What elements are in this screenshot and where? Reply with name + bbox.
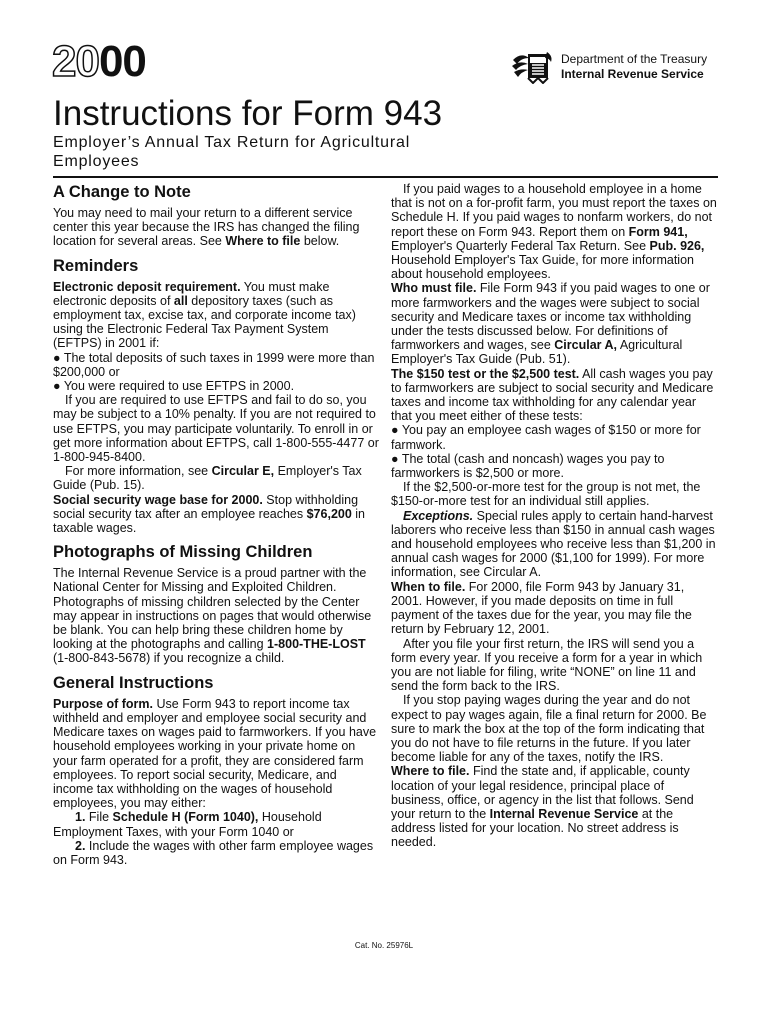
after-paragraph: After you file your first return, the IRS will send you a form every year. If you receive a form for a year in which you are not liable for filing, write “NONE” on line 11 and send the form back to the IRS. xyxy=(391,636,703,694)
general-heading: General Instructions xyxy=(53,673,214,692)
where-text: Find the state and, if applicable, county location of your legal residence, principal place of business, office, or agency in the list that follows. Send your return to the xyxy=(391,764,694,821)
stop-paragraph: If you stop paying wages during the year and do not expect to pay wages again, file a final return for 2000. Be sure to mark the box at the top of the form indicating that you do not have to file returns in the future. If you later become liable for any of the taxes, notify the IRS. xyxy=(391,693,707,765)
test-not-met-paragraph: If the $2,500-or-more test for the group is not met, the $150-or-more test for an individual still applies. xyxy=(391,480,701,509)
schedule-h-ref: Schedule H (Form 1040), xyxy=(112,810,259,825)
more-info-text: For more information, see xyxy=(65,464,212,479)
exceptions-text: Special rules apply to certain hand-harvest laborers who receive less than $150 in annual cash wages and household employees who receive less than $1,200 in annual cash wages for 2000 ($1,100 for 1999). For more information, see Circular A. xyxy=(391,508,716,580)
photos-heading: Photographs of Missing Children xyxy=(53,543,313,562)
household-paragraph xyxy=(391,182,718,281)
department-name: Department of the Treasury xyxy=(561,52,708,66)
bullet-icon: ● xyxy=(391,423,402,438)
bullet-text: You pay an employee cash wages of $150 or more for farmwork. xyxy=(391,423,701,452)
option-number: 2. xyxy=(75,838,86,853)
bullet-icon: ● xyxy=(391,451,402,466)
form-year xyxy=(52,37,146,86)
where-to-file-ref: Where to file xyxy=(225,234,301,249)
change-heading: A Change to Note xyxy=(53,183,191,201)
who-text: File Form 943 if you paid wages to one or more farmworkers and the wages were subject to social security and Medicare taxes or income tax withholding under the tests discussed below. For definitions of farmworkers and wages, see xyxy=(391,281,710,353)
household-text-mid: Employer's Quarterly Federal Tax Return. See xyxy=(391,238,650,253)
more-info-text-end: Employer's Tax Guide (Pub. 15). xyxy=(53,464,362,493)
right-column xyxy=(391,182,718,850)
option-text: File xyxy=(85,810,113,825)
purpose-text: Use Form 943 to report income tax withheld and employer and employee social security and Medicare taxes on wages paid to farmworkers. If you have household employees working in your private home on your farm operated for a profit, they are considered farm employees. To report social security, Medicare, and income tax withholding on the wages of household employees, you may either: xyxy=(53,696,377,811)
catalog-number: Cat. No. 25976L xyxy=(354,941,414,950)
photos-text-end: (1-800-843-5678) if you recognize a child. xyxy=(53,651,285,666)
form-941-ref: Form 941, xyxy=(628,224,688,239)
hotline-number: 1-800-THE-LOST xyxy=(267,637,366,652)
when-paragraph xyxy=(391,580,718,637)
test-paragraph xyxy=(391,367,718,424)
household-text-end: Household Employer's Tax Guide, for more information about household employees. xyxy=(391,253,694,282)
page-subtitle: Employer’s Annual Tax Return for Agricultural Employees xyxy=(53,134,411,170)
test-bullet-2 xyxy=(391,452,718,480)
circular-a-ref: Circular A, xyxy=(554,338,618,353)
reminders-heading: Reminders xyxy=(53,256,139,275)
ss-wage-paragraph xyxy=(53,493,379,536)
ss-wage-label: Social security wage base for 2000. xyxy=(53,492,263,507)
ss-wage-text-end: in taxable wages. xyxy=(53,506,365,536)
option-number: 1. xyxy=(75,810,86,825)
option-1 xyxy=(53,810,379,838)
who-paragraph xyxy=(391,281,718,366)
circular-e-ref: Circular E, xyxy=(211,464,275,479)
irs-eagle-seal-icon xyxy=(511,50,555,84)
who-label: Who must file. xyxy=(391,281,477,296)
treasury-block xyxy=(511,50,761,86)
ss-wage-text: Stop withholding social security tax after an employee reaches xyxy=(53,492,359,521)
where-text-end: at the address listed for your location. No street address is needed. xyxy=(391,806,679,850)
change-text: You may need to mail your return to a different service center this year because the IRS has changed the filing location for several areas. See xyxy=(53,206,360,249)
penalty-paragraph: If you are required to use EFTPS and fail to do so, you may be subject to a 10% penalty. If you are not required to use EFTPS, you may participate voluntarily. To enroll in or get more information about EFTPS, call 1-800-555-4477 or 1-800-945-8400. xyxy=(53,393,379,465)
option-2 xyxy=(53,839,379,867)
option-text-end: Household Employment Taxes, with your Form 1040 or xyxy=(53,810,322,839)
left-column xyxy=(53,178,379,867)
who-text-end: Agricultural Employer's Tax Guide (Pub. 51). xyxy=(391,338,683,367)
where-paragraph xyxy=(391,764,718,849)
bullet-icon: ● xyxy=(53,379,64,394)
exceptions-label: Exceptions. xyxy=(403,508,474,523)
more-info-paragraph xyxy=(53,464,379,492)
household-text: If you paid wages to a household employee in a home that is not on a for-profit farm, you must report the taxes on Schedule H. If you paid wages to nonfarm workers, do not report these on Form 943. Report them on xyxy=(391,182,717,239)
bullet-text: The total (cash and noncash) wages you pay to farmworkers is $2,500 or more. xyxy=(391,451,665,481)
pub-926-ref: Pub. 926, xyxy=(649,238,705,253)
test-bullet-1 xyxy=(391,423,718,451)
edr-text-end: depository taxes (such as employment tax, excise tax, and corporate income tax) using the Electronic Federal Tax Payment System (EFTPS) in 2001 if: xyxy=(53,293,356,351)
bullet-text: The total deposits of such taxes in 1999 were more than $200,000 or xyxy=(53,350,375,379)
option-text: Include the wages with other farm employee wages on Form 943. xyxy=(53,838,374,867)
photos-text: The Internal Revenue Service is a proud partner with the National Center for Missing and Exploited Children. Photographs of missing children selected by the Center may appear in instructions on pages that would otherwise be blank. You can help bring these children home by looking at the photographs and calling xyxy=(53,566,372,652)
irs-ref: Internal Revenue Service xyxy=(489,806,639,821)
change-paragraph xyxy=(53,206,379,249)
year-suffix: 00 xyxy=(98,37,146,86)
when-text: For 2000, file Form 943 by January 31, 2001. However, if you made deposits on time in full payment of the taxes due for the year, you may file the return by February 12, 2001. xyxy=(391,579,692,637)
edr-bullet-1 xyxy=(53,351,379,379)
year-prefix: 20 xyxy=(52,37,99,86)
edr-bullet-2 xyxy=(53,379,379,393)
bullet-text: You were required to use EFTPS in 2000. xyxy=(63,379,295,394)
change-text-end: below. xyxy=(300,234,340,249)
exceptions-paragraph xyxy=(391,509,718,580)
where-label: Where to file. xyxy=(391,764,470,779)
photos-paragraph xyxy=(53,566,379,665)
edr-all: all xyxy=(173,293,188,308)
when-label: When to file. xyxy=(391,579,466,594)
agency-name: Internal Revenue Service xyxy=(561,67,704,81)
purpose-paragraph xyxy=(53,697,379,811)
edr-paragraph xyxy=(53,280,379,351)
test-text: All cash wages you pay to farmworkers are subject to social security and Medicare taxes and income tax withholding for any calendar year that you meet either of these tests: xyxy=(391,366,714,424)
purpose-label: Purpose of form. xyxy=(53,696,154,711)
test-label: The $150 test or the $2,500 test. xyxy=(391,366,580,381)
bullet-icon: ● xyxy=(53,350,64,365)
ss-wage-amount: $76,200 xyxy=(306,506,352,521)
edr-label: Electronic deposit requirement. xyxy=(53,279,241,294)
edr-text: You must make electronic deposits of xyxy=(53,279,330,308)
page-title: Instructions for Form 943 xyxy=(53,94,443,133)
